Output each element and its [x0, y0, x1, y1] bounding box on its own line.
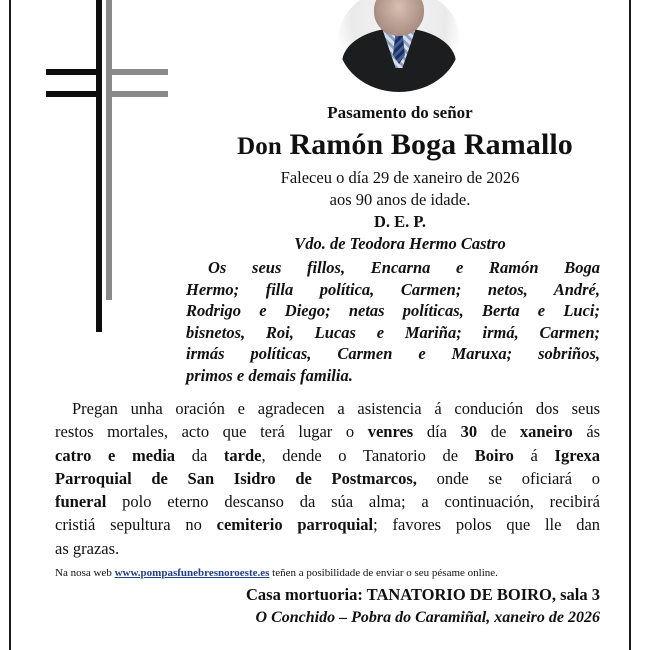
name-text: Ramón Boga Ramallo: [289, 128, 573, 161]
ceremony-line: catro e media da tarde, dende o Tanatorio de Boiro á Igrexa: [55, 445, 601, 465]
widow-line: Vdo. de Teodora Hermo Castro: [294, 234, 506, 253]
death-date: Faleceu o día 29 de xaneiro de 2026: [280, 168, 520, 187]
ceremony-line: restos mortales, acto que terá lugar o venres día 30 de xaneiro ás: [55, 422, 601, 442]
family-line: Os seus fillos, Encarna e Ramón Boga: [208, 258, 600, 277]
family-line: irmás políticas, Carmen e Maruxa; sobriños,: [186, 344, 600, 363]
website-link[interactable]: www.pompasfunebresnoroeste.es: [114, 567, 270, 579]
age-line: aos 90 anos de idade.: [329, 190, 471, 209]
cross-icon: [46, 0, 168, 335]
funeral-home: Casa mortuoria: TANATORIO DE BOIRO, sala 3: [245, 585, 600, 604]
deceased-name: [195, 128, 615, 162]
name-prefix: Don: [237, 133, 282, 160]
web-note: Na nosa web www.pompasfunebresnoroeste.es teñen a posibilidade de enviar o seu pésame online.: [55, 567, 498, 579]
family-line: bisnetos, Roi, Lucas e Mariña; irmá, Carmen;: [186, 322, 600, 342]
place-date: O Conchido – Pobra do Caramiñal, xaneiro de 2026: [255, 609, 600, 626]
family-line: Hermo; filla política, Carmen; netos, André,: [186, 279, 600, 299]
rip-line: D. E. P.: [373, 212, 427, 231]
right-border-line: [629, 0, 631, 650]
ceremony-line: as grazas.: [55, 538, 120, 558]
ceremony-line: funeral polo eterno descanso da súa alma; a continuación, recibirá: [55, 492, 601, 512]
ceremony-line: cristiá sepultura no cemiterio parroquial; favores polos que lle dan: [55, 515, 601, 535]
ceremony-line: Pregan unha oración e agradecen a asistencia á condución dos seus: [72, 399, 600, 418]
ceremony-text: [55, 397, 600, 560]
ceremony-line: Parroquial de San Isidro de Postmarcos, onde se oficiará o: [55, 468, 600, 488]
deceased-photo: [338, 0, 460, 92]
family-line: primos e demais familia.: [186, 365, 353, 385]
family-line: Rodrigo e Diego; netas políticas, Berta e Luci;: [186, 301, 600, 320]
family-list: [186, 257, 600, 386]
left-border-line: [9, 0, 11, 650]
notice-heading: Pasamento do señor: [327, 103, 473, 122]
